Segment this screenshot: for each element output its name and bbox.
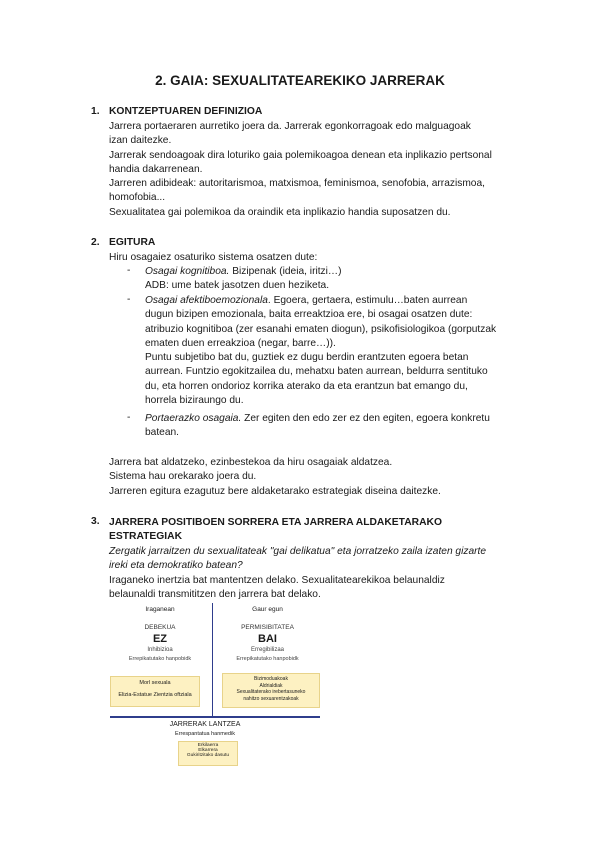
text-line: aurrean. Funtzio egokitzailea du, mehatxu baten aurrean, beldurra sentituko (145, 366, 488, 378)
section-1-body (109, 120, 492, 220)
attitude-diagram (110, 603, 325, 768)
bullet-dash: - (127, 265, 131, 276)
section-2-number: 2. (91, 237, 100, 248)
diagram-vertical-divider (212, 603, 213, 716)
diagram-box-line: Aldrialdiak (259, 682, 283, 689)
text-line: batean. (145, 427, 179, 439)
section-2-intro: Hiru osagaiez osaturiko sistema osatzen dute: (109, 252, 318, 263)
text-line: Jarreren adibideak: autoritarismoa, matxismoa, feminismoa, senofobia, arrazismoa, (109, 178, 485, 190)
heading-line: ESTRATEGIAK (109, 531, 183, 543)
section-3-answer (109, 574, 445, 603)
section-1-number: 1. (91, 106, 100, 117)
diagram-left-label: DEBEKUA (144, 624, 176, 631)
text-line: Sexualitatea gai polemikoa da oraindik eta inplikazio handia suposatzen du. (109, 206, 451, 218)
diagram-box-line: Morl sexuala (139, 680, 171, 686)
text-line: Jarrera bat aldatzeko, ezinbestekoa da hiru osagaiak aldatzea. (109, 457, 393, 468)
diagram-right-box (222, 673, 320, 708)
heading-line: JARRERA POSITIBOEN SORRERA ETA JARRERA ALDAKETARAKO (109, 517, 442, 528)
diagram-bottom-title: JARRERAK LANTZEA (169, 721, 241, 728)
section-3-question (109, 545, 486, 574)
text-line: homofobia... (109, 192, 166, 204)
bullet-dash: - (127, 412, 131, 423)
section-3-heading (109, 516, 442, 545)
page-title: 2. GAIA: SEXUALITATEAREKIKO JARRERAK (155, 73, 445, 88)
bullet-dash: - (127, 294, 131, 305)
bullet-text: Zer egiten den edo zer ez den egiten, egoera konkretu (241, 413, 490, 424)
text-line: horrela biziraungo du. (145, 395, 244, 407)
bullet-affective (145, 294, 496, 408)
section-2-outro (109, 456, 441, 499)
diagram-box-line: Elkarrera (198, 748, 218, 753)
text-line: Jarrerak sendoagoak dira loturiko gaia polemikoagoa denean eta inplikazio pertsonal (109, 149, 492, 161)
text-line: ADB: ume batek jasotzen duen heziketa. (145, 280, 330, 292)
diagram-box-line: Sexualitaterako irebertasuneko (236, 689, 306, 695)
text-line: ematen duen erreakzioa (negar, barre…)). (145, 337, 336, 349)
diagram-horizontal-divider (110, 716, 320, 718)
diagram-right-big: BAI (258, 633, 277, 645)
text-line: belaunaldi transmititzen den jarrera bat delako. (109, 589, 321, 601)
bullet-term: Osagai afektiboemozionala (145, 295, 268, 306)
section-3-number: 3. (91, 516, 100, 527)
diagram-left-sub: Errepikatutako hanpobidk (128, 656, 192, 662)
bullet-text: Bizipenak (ideia, iritzi…) (229, 266, 342, 277)
text-line: dugun bizipen emozionala, baita erreaktzioa ere, bi osagai osatzen dute: (145, 309, 473, 321)
diagram-right-header: Gaur egun (252, 606, 283, 613)
diagram-bottom-box (178, 741, 238, 766)
bullet-term: Osagai kognitiboa. (145, 266, 230, 277)
bullet-term: Portaerazko osagaia. (145, 413, 242, 424)
diagram-right-label: PERMISIBITATEA (241, 624, 294, 631)
diagram-box-line: Erkilaerra (197, 743, 219, 748)
text-line: Jarreren egitura ezagutuz bere aldaketarako estrategiak diseina daitezke. (109, 485, 441, 497)
diagram-left-header: Iraganean (145, 606, 175, 613)
text-line: du, eta horren ondorioz korrika aterako da eta erantzun bat emango du, (145, 380, 468, 392)
bullet-cognitive (145, 265, 342, 294)
diagram-box-line: Bizimoduakoak (254, 676, 288, 682)
diagram-box-line: Elizia-Estatue Zientzia oftziala (118, 692, 192, 698)
text-line: atribuzio kognitiboa (zer esanahi ematen diogun), psikofisiologikoa (gorputzak (145, 323, 497, 335)
diagram-box-line: nahitzo sexuarentzakoak (243, 695, 299, 702)
section-2-heading: EGITURA (109, 237, 156, 248)
text-line: Iraganeko inertzia bat mantentzen delako. Sexualitatearekikoa belaunaldiz (109, 575, 445, 586)
text-line: Jarrera portaeraren aurretiko joera da. Jarrerak egonkorragoak edo malguagoak (109, 121, 471, 132)
text-line: Zergatik jarraitzen du sexualitateak "gai delikatua" eta jorratzeko zaila izaten gizarte (109, 546, 487, 557)
diagram-left-sub: Inhibizioa (147, 647, 173, 653)
diagram-right-sub: Erregibilizaa (250, 647, 284, 653)
diagram-left-box (110, 676, 200, 707)
text-line: ireki eta demokratiko batean? (109, 560, 243, 572)
section-1-heading: KONTZEPTUAREN DEFINIZIOA (109, 106, 263, 117)
diagram-right-sub: Errepikatutako hanpobidk (236, 656, 299, 662)
bullet-text: . Egoera, gertaera, estimulu…baten aurrean (267, 295, 468, 306)
text-line: Puntu subjetibo bat du, guztiek ez dugu berdin erantzuten egoera betan (145, 352, 469, 364)
text-line: handia dakarrenean. (109, 163, 203, 175)
text-line: Sistema hau orekarako joera du. (109, 471, 257, 483)
diagram-bottom-sub: Errespantatua hanmedik (175, 731, 235, 737)
diagram-box-line: Gukiritzitako dasutu (186, 753, 230, 758)
bullet-behavioral (145, 412, 490, 441)
text-line: izan daitezke. (109, 135, 172, 147)
diagram-left-big: EZ (152, 633, 168, 645)
